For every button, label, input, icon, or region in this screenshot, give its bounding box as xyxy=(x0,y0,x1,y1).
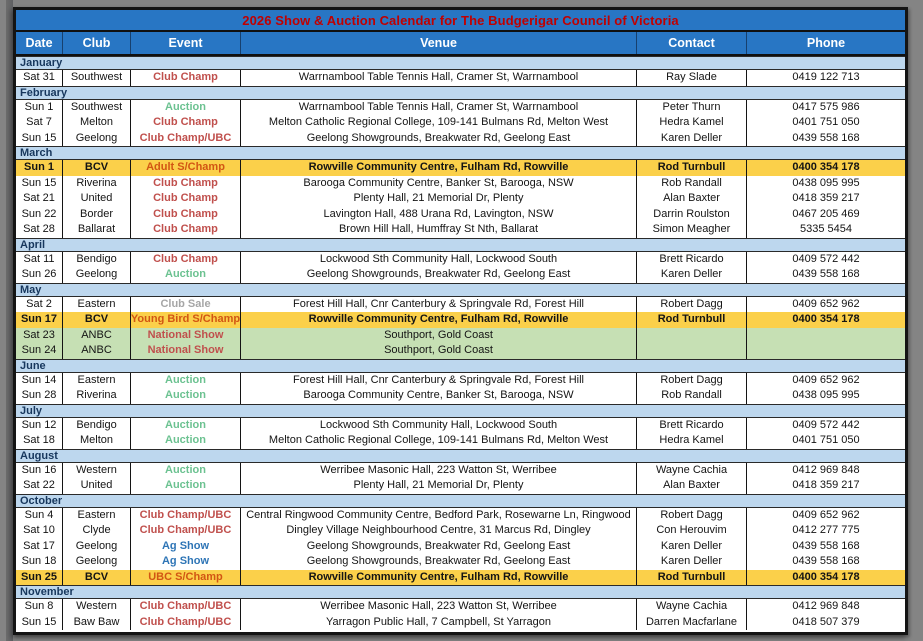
column-header-contact: Contact xyxy=(637,32,747,54)
cell-contact: Rod Turnbull xyxy=(637,312,747,328)
cell-club: Riverina xyxy=(63,176,131,192)
cell-phone: 0438 095 995 xyxy=(792,389,860,402)
page-title: 2026 Show & Auction Calendar for The Budgerigar Council of Victoria xyxy=(242,12,679,28)
cell-contact: Brett Ricardo xyxy=(637,252,747,268)
cell-contact: Rob Randall xyxy=(637,388,747,404)
cell-club: BCV xyxy=(63,160,131,176)
cell-event: Club Champ/UBC xyxy=(131,131,241,147)
table-row xyxy=(16,418,905,434)
cell-contact: Alan Baxter xyxy=(637,191,747,207)
cell-phone: 0400 354 178 xyxy=(792,570,860,583)
cell-event: Club Champ xyxy=(131,222,241,238)
cell-club: BCV xyxy=(63,570,131,586)
cell-date: Sun 24 xyxy=(16,343,63,359)
cell-venue: Yarragon Public Hall, 7 Campbell, St Yarragon xyxy=(241,615,637,631)
cell-date: Sat 11 xyxy=(16,252,63,268)
cell-date: Sat 17 xyxy=(16,539,63,555)
cell-venue: Southport, Gold Coast xyxy=(241,343,637,359)
table-row xyxy=(16,508,905,524)
cell-contact: Brett Ricardo xyxy=(637,418,747,434)
cell-phone: 0400 354 178 xyxy=(792,313,860,326)
cell-venue: Plenty Hall, 21 Memorial Dr, Plenty xyxy=(241,191,637,207)
table-row xyxy=(16,312,905,328)
month-header-october: October xyxy=(16,494,905,508)
cell-venue: Lockwood Sth Community Hall, Lockwood South xyxy=(241,418,637,434)
cell-venue: Geelong Showgrounds, Breakwater Rd, Geelong East xyxy=(241,554,637,570)
cell-date: Sat 31 xyxy=(16,70,63,86)
cell-phone: 0419 122 713 xyxy=(792,71,860,84)
cell-venue: Lavington Hall, 488 Urana Rd, Lavington, NSW xyxy=(241,207,637,223)
table-row xyxy=(16,478,905,494)
cell-contact xyxy=(637,328,747,344)
cell-club: Geelong xyxy=(63,131,131,147)
cell-club: United xyxy=(63,478,131,494)
cell-date: Sun 26 xyxy=(16,267,63,283)
cell-venue: Rowville Community Centre, Fulham Rd, Rowville xyxy=(241,570,637,586)
cell-phone: 5335 5454 xyxy=(800,223,852,236)
cell-date: Sun 17 xyxy=(16,312,63,328)
month-header-june: June xyxy=(16,359,905,373)
cell-contact: Darren Macfarlane xyxy=(637,615,747,631)
cell-date: Sun 1 xyxy=(16,160,63,176)
cell-contact: Wayne Cachia xyxy=(637,463,747,479)
table-row xyxy=(16,115,905,131)
cell-event: Auction xyxy=(131,100,241,116)
table-row xyxy=(16,463,905,479)
cell-event: Club Champ xyxy=(131,207,241,223)
table-row xyxy=(16,252,905,268)
cell-venue: Werribee Masonic Hall, 223 Watton St, Werribee xyxy=(241,463,637,479)
cell-event: Ag Show xyxy=(131,554,241,570)
table-row xyxy=(16,328,905,344)
cell-event: Club Champ xyxy=(131,191,241,207)
cell-club: Ballarat xyxy=(63,222,131,238)
table-row xyxy=(16,388,905,404)
cell-contact: Rod Turnbull xyxy=(637,160,747,176)
cell-club: Western xyxy=(63,599,131,615)
cell-contact: Rob Randall xyxy=(637,176,747,192)
column-header-phone: Phone xyxy=(806,36,846,50)
cell-date: Sun 4 xyxy=(16,508,63,524)
cell-date: Sat 28 xyxy=(16,222,63,238)
table-row xyxy=(16,615,905,631)
cell-event: Club Champ xyxy=(131,176,241,192)
cell-event: Club Champ xyxy=(131,70,241,86)
cell-contact: Darrin Roulston xyxy=(637,207,747,223)
cell-venue: Rowville Community Centre, Fulham Rd, Rowville xyxy=(241,312,637,328)
cell-event: UBC S/Champ xyxy=(131,570,241,586)
cell-date: Sun 1 xyxy=(16,100,63,116)
cell-club: Geelong xyxy=(63,539,131,555)
cell-contact: Robert Dagg xyxy=(637,297,747,313)
cell-venue: Rowville Community Centre, Fulham Rd, Rowville xyxy=(241,160,637,176)
cell-club: Western xyxy=(63,463,131,479)
cell-phone: 0409 652 962 xyxy=(792,508,860,521)
cell-club: Clyde xyxy=(63,523,131,539)
cell-club: ANBC xyxy=(63,328,131,344)
cell-contact: Karen Deller xyxy=(637,267,747,283)
cell-club: Melton xyxy=(63,115,131,131)
table-row xyxy=(16,599,905,615)
cell-venue: Lockwood Sth Community Hall, Lockwood South xyxy=(241,252,637,268)
cell-venue: Barooga Community Centre, Banker St, Barooga, NSW xyxy=(241,388,637,404)
cell-phone: 0412 969 848 xyxy=(792,600,860,613)
month-header-may: May xyxy=(16,283,905,297)
cell-phone: 0418 507 379 xyxy=(792,615,860,628)
cell-date: Sun 18 xyxy=(16,554,63,570)
table-row xyxy=(16,176,905,192)
cell-event: Auction xyxy=(131,373,241,389)
cell-phone: 0418 359 217 xyxy=(792,192,860,205)
cell-venue: Melton Catholic Regional College, 109-141 Bulmans Rd, Melton West xyxy=(241,115,637,131)
cell-contact: Karen Deller xyxy=(637,539,747,555)
cell-venue: Southport, Gold Coast xyxy=(241,328,637,344)
cell-date: Sat 10 xyxy=(16,523,63,539)
cell-club: Southwest xyxy=(63,70,131,86)
cell-venue: Forest Hill Hall, Cnr Canterbury & Springvale Rd, Forest Hill xyxy=(241,373,637,389)
cell-date: Sun 14 xyxy=(16,373,63,389)
table-row xyxy=(16,343,905,359)
cell-club: Eastern xyxy=(63,297,131,313)
cell-contact: Karen Deller xyxy=(637,554,747,570)
cell-venue: Geelong Showgrounds, Breakwater Rd, Geelong East xyxy=(241,267,637,283)
cell-event: Club Champ/UBC xyxy=(131,523,241,539)
cell-club: Geelong xyxy=(63,554,131,570)
cell-phone: 0409 572 442 xyxy=(792,418,860,431)
cell-venue: Brown Hill Hall, Humffray St Nth, Ballarat xyxy=(241,222,637,238)
cell-date: Sat 23 xyxy=(16,328,63,344)
cell-club: Eastern xyxy=(63,508,131,524)
table-row xyxy=(16,191,905,207)
cell-club: Melton xyxy=(63,433,131,449)
cell-date: Sun 25 xyxy=(16,570,63,586)
month-header-november: November xyxy=(16,585,905,599)
cell-club: Border xyxy=(63,207,131,223)
column-header-row xyxy=(16,32,905,56)
table-row xyxy=(16,539,905,555)
cell-phone: 0439 558 168 xyxy=(792,539,860,552)
cell-phone: 0401 751 050 xyxy=(792,116,860,129)
month-header-january: January xyxy=(16,56,905,70)
cell-event: Auction xyxy=(131,433,241,449)
cell-club: ANBC xyxy=(63,343,131,359)
cell-phone: 0439 558 168 xyxy=(792,131,860,144)
cell-date: Sat 7 xyxy=(16,115,63,131)
cell-venue: Melton Catholic Regional College, 109-141 Bulmans Rd, Melton West xyxy=(241,433,637,449)
cell-venue: Barooga Community Centre, Banker St, Barooga, NSW xyxy=(241,176,637,192)
cell-contact: Hedra Kamel xyxy=(637,433,747,449)
cell-phone: 0467 205 469 xyxy=(792,207,860,220)
cell-date: Sat 22 xyxy=(16,478,63,494)
cell-event: Club Champ xyxy=(131,252,241,268)
month-header-february: February xyxy=(16,86,905,100)
cell-phone: 0439 558 168 xyxy=(792,268,860,281)
cell-venue: Warrnambool Table Tennis Hall, Cramer St, Warrnambool xyxy=(241,70,637,86)
cell-event: Club Champ xyxy=(131,115,241,131)
cell-event: Ag Show xyxy=(131,539,241,555)
calendar-body xyxy=(16,56,905,632)
table-row xyxy=(16,70,905,86)
column-header-date: Date xyxy=(16,32,63,54)
cell-event: National Show xyxy=(131,343,241,359)
cell-event: Adult S/Champ xyxy=(131,160,241,176)
cell-date: Sun 8 xyxy=(16,599,63,615)
month-header-august: August xyxy=(16,449,905,463)
cell-event: Auction xyxy=(131,478,241,494)
cell-venue: Geelong Showgrounds, Breakwater Rd, Geelong East xyxy=(241,539,637,555)
cell-event: Young Bird S/Champ xyxy=(131,312,241,328)
month-header-march: March xyxy=(16,146,905,160)
table-row xyxy=(16,373,905,389)
cell-club: Eastern xyxy=(63,373,131,389)
cell-club: Southwest xyxy=(63,100,131,116)
table-row xyxy=(16,207,905,223)
cell-phone: 0409 652 962 xyxy=(792,297,860,310)
cell-club: Baw Baw xyxy=(63,615,131,631)
cell-contact: Wayne Cachia xyxy=(637,599,747,615)
cell-event: National Show xyxy=(131,328,241,344)
cell-club: Riverina xyxy=(63,388,131,404)
cell-venue: Forest Hill Hall, Cnr Canterbury & Springvale Rd, Forest Hill xyxy=(241,297,637,313)
cell-venue: Werribee Masonic Hall, 223 Watton St, Werribee xyxy=(241,599,637,615)
cell-contact: Hedra Kamel xyxy=(637,115,747,131)
table-row xyxy=(16,131,905,147)
cell-phone xyxy=(747,343,905,359)
cell-club: BCV xyxy=(63,312,131,328)
month-header-april: April xyxy=(16,238,905,252)
table-row xyxy=(16,160,905,176)
cell-contact: Simon Meagher xyxy=(637,222,747,238)
cell-phone: 0439 558 168 xyxy=(792,555,860,568)
cell-date: Sun 15 xyxy=(16,176,63,192)
table-row xyxy=(16,523,905,539)
cell-date: Sun 15 xyxy=(16,131,63,147)
cell-phone: 0418 359 217 xyxy=(792,479,860,492)
cell-venue: Warrnambool Table Tennis Hall, Cramer St, Warrnambool xyxy=(241,100,637,116)
table-row xyxy=(16,222,905,238)
column-header-event: Event xyxy=(131,32,241,54)
cell-event: Club Champ/UBC xyxy=(131,508,241,524)
table-row xyxy=(16,554,905,570)
table-row xyxy=(16,297,905,313)
cell-contact: Rod Turnbull xyxy=(637,570,747,586)
cell-club: Geelong xyxy=(63,267,131,283)
calendar-sheet xyxy=(13,7,908,635)
cell-event: Club Champ/UBC xyxy=(131,615,241,631)
cell-contact: Alan Baxter xyxy=(637,478,747,494)
cell-phone: 0401 751 050 xyxy=(792,434,860,447)
table-row xyxy=(16,570,905,586)
cell-phone: 0412 277 775 xyxy=(792,524,860,537)
cell-phone: 0438 095 995 xyxy=(792,176,860,189)
cell-contact: Robert Dagg xyxy=(637,508,747,524)
cell-event: Club Champ/UBC xyxy=(131,599,241,615)
cell-club: Bendigo xyxy=(63,418,131,434)
cell-date: Sun 22 xyxy=(16,207,63,223)
cell-club: United xyxy=(63,191,131,207)
cell-phone: 0417 575 986 xyxy=(792,100,860,113)
month-header-july: July xyxy=(16,404,905,418)
table-row xyxy=(16,433,905,449)
cell-event: Auction xyxy=(131,267,241,283)
cell-event: Club Sale xyxy=(131,297,241,313)
column-header-club: Club xyxy=(63,32,131,54)
cell-date: Sat 18 xyxy=(16,433,63,449)
cell-contact: Karen Deller xyxy=(637,131,747,147)
cell-phone: 0400 354 178 xyxy=(792,161,860,174)
cell-date: Sun 15 xyxy=(16,615,63,631)
cell-event: Auction xyxy=(131,463,241,479)
cell-contact xyxy=(637,343,747,359)
cell-venue: Plenty Hall, 21 Memorial Dr, Plenty xyxy=(241,478,637,494)
cell-venue: Dingley Village Neighbourhood Centre, 31 Marcus Rd, Dingley xyxy=(241,523,637,539)
cell-phone xyxy=(747,328,905,344)
cell-phone: 0412 969 848 xyxy=(792,463,860,476)
cell-date: Sat 21 xyxy=(16,191,63,207)
cell-event: Auction xyxy=(131,418,241,434)
cell-venue: Geelong Showgrounds, Breakwater Rd, Geelong East xyxy=(241,131,637,147)
column-header-venue: Venue xyxy=(241,32,637,54)
cell-club: Bendigo xyxy=(63,252,131,268)
cell-contact: Con Herouvim xyxy=(637,523,747,539)
cell-date: Sun 12 xyxy=(16,418,63,434)
cell-event: Auction xyxy=(131,388,241,404)
cell-contact: Robert Dagg xyxy=(637,373,747,389)
table-row xyxy=(16,100,905,116)
cell-date: Sat 2 xyxy=(16,297,63,313)
cell-date: Sun 16 xyxy=(16,463,63,479)
cell-contact: Peter Thurn xyxy=(637,100,747,116)
cell-phone: 0409 652 962 xyxy=(792,373,860,386)
cell-venue: Central Ringwood Community Centre, Bedford Park, Rosewarne Ln, Ringwood xyxy=(241,508,637,524)
table-row xyxy=(16,267,905,283)
cell-phone: 0409 572 442 xyxy=(792,252,860,265)
cell-date: Sun 28 xyxy=(16,388,63,404)
title-bar xyxy=(16,10,905,32)
cell-contact: Ray Slade xyxy=(637,70,747,86)
